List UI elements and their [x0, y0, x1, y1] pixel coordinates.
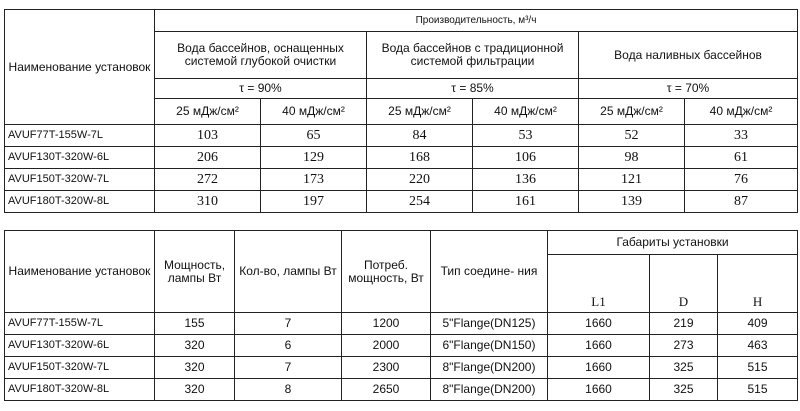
group-title: Вода бассейнов, оснащенных системой глубокой очистки	[155, 32, 367, 79]
table-row	[5, 191, 798, 213]
value-cell: 139	[579, 191, 685, 213]
value-cell: 220	[367, 169, 473, 191]
tau-value: τ = 70%	[579, 79, 798, 99]
value-cell: 310	[155, 191, 261, 213]
power-header: Мощность, лампы Вт	[155, 231, 235, 313]
value-cell: 103	[155, 125, 261, 147]
model-name: AVUF130T-320W-6L	[5, 335, 155, 357]
group-title: Вода наливных бассейнов	[579, 32, 798, 79]
value-cell: 87	[685, 191, 798, 213]
l1-cell: 1660	[548, 379, 650, 401]
count-cell: 7	[235, 357, 342, 379]
l1-cell: 1660	[548, 313, 650, 335]
name-header: Наименование установок	[5, 231, 155, 313]
value-cell: 65	[261, 125, 367, 147]
h-cell: 515	[718, 379, 798, 401]
model-name: AVUF150T-320W-7L	[5, 169, 155, 191]
power-cell: 320	[155, 379, 235, 401]
performance-table	[4, 9, 798, 213]
value-cell: 98	[579, 147, 685, 169]
consumption-cell: 2000	[342, 335, 431, 357]
table-row	[5, 169, 798, 191]
table-row	[5, 379, 798, 401]
d-cell: 325	[650, 357, 718, 379]
d-cell: 325	[650, 379, 718, 401]
table-row	[5, 125, 798, 147]
consumption-cell: 2300	[342, 357, 431, 379]
count-cell: 8	[235, 379, 342, 401]
dose-header: 25 мДж/см²	[367, 99, 473, 125]
value-cell: 272	[155, 169, 261, 191]
d-cell: 273	[650, 335, 718, 357]
value-cell: 173	[261, 169, 367, 191]
model-name: AVUF130T-320W-6L	[5, 147, 155, 169]
model-name: AVUF180T-320W-8L	[5, 379, 155, 401]
l1-cell: 1660	[548, 335, 650, 357]
h-header: H	[718, 255, 798, 313]
group-title: Вода бассейнов с традиционной системой фильтрации	[367, 32, 579, 79]
model-name: AVUF77T-155W-7L	[5, 313, 155, 335]
model-name: AVUF180T-320W-8L	[5, 191, 155, 213]
value-cell: 254	[367, 191, 473, 213]
d-cell: 219	[650, 313, 718, 335]
connection-cell: 6"Flange(DN150)	[431, 335, 548, 357]
connection-cell: 8"Flange(DN200)	[431, 379, 548, 401]
table-row	[5, 147, 798, 169]
h-cell: 409	[718, 313, 798, 335]
value-cell: 33	[685, 125, 798, 147]
dose-header: 25 мДж/см²	[155, 99, 261, 125]
value-cell: 121	[579, 169, 685, 191]
value-cell: 52	[579, 125, 685, 147]
value-cell: 136	[473, 169, 579, 191]
dose-header: 40 мДж/см²	[685, 99, 798, 125]
h-cell: 515	[718, 357, 798, 379]
d-header: D	[650, 255, 718, 313]
value-cell: 53	[473, 125, 579, 147]
connection-cell: 8"Flange(DN200)	[431, 357, 548, 379]
dimensions-header: Габариты установки	[548, 231, 798, 255]
power-cell: 155	[155, 313, 235, 335]
consumption-cell: 1200	[342, 313, 431, 335]
value-cell: 197	[261, 191, 367, 213]
specifications-table	[4, 230, 798, 401]
model-name: AVUF77T-155W-7L	[5, 125, 155, 147]
value-cell: 76	[685, 169, 798, 191]
power-cell: 320	[155, 335, 235, 357]
connection-cell: 5"Flange(DN125)	[431, 313, 548, 335]
count-cell: 6	[235, 335, 342, 357]
value-cell: 206	[155, 147, 261, 169]
value-cell: 161	[473, 191, 579, 213]
performance-header: Производительность, м³/ч	[155, 10, 798, 32]
value-cell: 61	[685, 147, 798, 169]
table-row	[5, 313, 798, 335]
tau-value: τ = 90%	[155, 79, 367, 99]
tau-value: τ = 85%	[367, 79, 579, 99]
l1-cell: 1660	[548, 357, 650, 379]
consumption-cell: 2650	[342, 379, 431, 401]
consumption-header: Потреб. мощность, Вт	[342, 231, 431, 313]
value-cell: 168	[367, 147, 473, 169]
dose-header: 40 мДж/см²	[473, 99, 579, 125]
dose-header: 40 мДж/см²	[261, 99, 367, 125]
value-cell: 84	[367, 125, 473, 147]
name-header: Наименование установок	[5, 10, 155, 125]
value-cell: 106	[473, 147, 579, 169]
value-cell: 129	[261, 147, 367, 169]
dose-header: 25 мДж/см²	[579, 99, 685, 125]
power-cell: 320	[155, 357, 235, 379]
count-cell: 7	[235, 313, 342, 335]
l1-header: L1	[548, 255, 650, 313]
count-header: Кол-во, лампы Вт	[235, 231, 342, 313]
connection-header: Тип соедине- ния	[431, 231, 548, 313]
table-row	[5, 335, 798, 357]
model-name: AVUF150T-320W-7L	[5, 357, 155, 379]
table-row	[5, 357, 798, 379]
h-cell: 463	[718, 335, 798, 357]
